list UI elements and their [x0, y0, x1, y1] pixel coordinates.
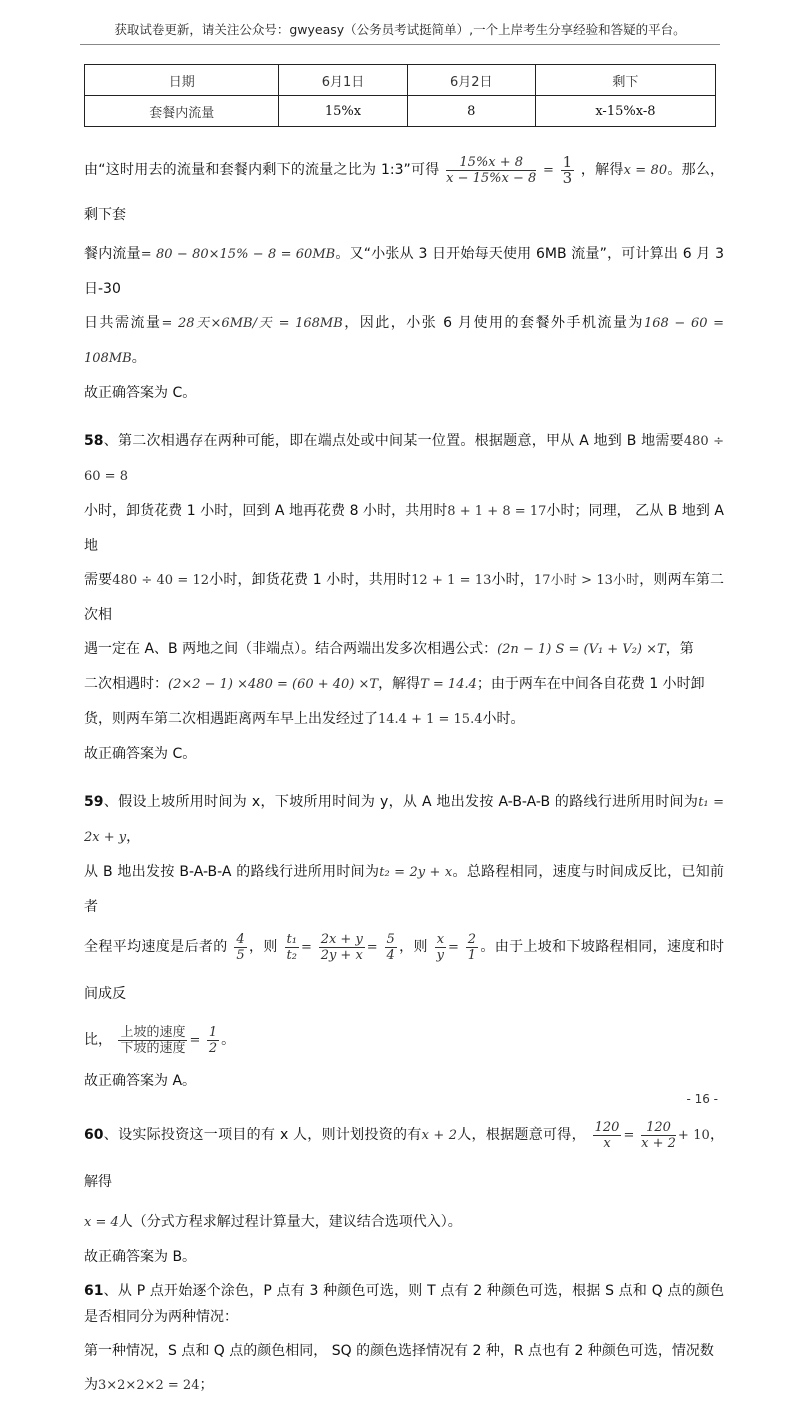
- q57-answer: 故正确答案为 C。: [84, 385, 197, 401]
- header-rule: [80, 44, 720, 45]
- fraction: $\frac{4}{5}$: [236, 931, 245, 963]
- q60-answer: 故正确答案为 B。: [84, 1249, 197, 1265]
- fraction: $\frac{120}{x + 2}$: [641, 1119, 676, 1151]
- q59-line-3: 全程平均速度是后者的 $\frac{4}{5}$ ，则 $\frac{\text{t₁}}{\text{t₂}}$ = $\frac{2x + y}{2y + x}$ = $\frac{5}{4}$ ，则 $\frac{x}{y}$ = $\frac{2}{1}$ 。由于上坡和下坡路程相同，速度和时间成反: [84, 931, 725, 1002]
- q58-answer: 故正确答案为 C。: [84, 746, 197, 762]
- question-number: 58: [84, 433, 104, 449]
- question-number: 60: [84, 1127, 104, 1143]
- q57-line-1: 由“这时用去的流量和套餐内剩下的流量之比为 1:3”可得 $\frac{15\%x + 8}{x - 15\%x - 8}$ = $\frac{1}{3}$ ，解得x = 80。那么，剩下套: [84, 152, 725, 223]
- fraction: $\frac{120}{x}$: [594, 1119, 620, 1151]
- q58-line-3: 需要480 ÷ 40 = 12小时，卸货花费 1 小时，共用时12 + 1 = 13小时，17小时 > 13小时，则两车第二次相: [84, 572, 724, 623]
- q58-line-6: 货，则两车第二次相遇距离两车早上出发经过了14.4 + 1 = 15.4小时。: [84, 711, 525, 727]
- table-header-cell: 6月2日: [407, 65, 535, 96]
- fraction: $\frac{2x + y}{2y + x}$: [320, 931, 363, 963]
- fraction: $\frac{5}{4}$: [386, 931, 395, 963]
- q60-line-2: x = 4人（分式方程求解过程计算量大，建议结合选项代入）。: [84, 1214, 462, 1230]
- solution-content: [84, 148, 724, 1403]
- question-number: 59: [84, 794, 104, 810]
- fraction: 上坡的速度 下坡的速度: [120, 1024, 186, 1056]
- table-header-cell: 日期: [85, 65, 279, 96]
- table-header-row: [85, 65, 716, 96]
- fraction: $\frac{x}{y}$: [436, 931, 445, 963]
- page-header: 获取试卷更新，请关注公众号：gwyeasy（公务员考试挺简单）,一个上岸考生分享经验和答疑的平台。: [114, 22, 686, 37]
- q59-line-1: 59、假设上坡所用时间为 x，下坡所用时间为 y，从 A 地出发按 A-B-A-B 的路线行进所用时间为t₁ = 2x + y，: [84, 794, 724, 845]
- q58-line-2: 小时，卸货花费 1 小时，回到 A 地再花费 8 小时，共用时8 + 1 + 8 = 17小时；同理， 乙从 B 地到 A 地: [84, 503, 725, 554]
- fraction: $\frac{2}{1}$: [467, 931, 477, 963]
- q58-line-5: 二次相遇时：(2×2 − 1) ×480 = (60 + 40) ×T，解得T = 14.4；由于两车在中间各自花费 1 小时卸: [84, 676, 705, 692]
- q59-answer: 故正确答案为 A。: [84, 1073, 197, 1089]
- q57-line-3: 日共需流量= 28天×6MB/天 = 168MB，因此，小张 6 月使用的套餐外手机流量为168 − 60 = 108MB。: [84, 315, 725, 366]
- q58-line-1: 58、第二次相遇存在两种可能，即在端点处或中间某一位置。根据题意，甲从 A 地到 B 地需要480 ÷ 60 = 8: [84, 433, 724, 484]
- question-number: 61: [84, 1283, 104, 1299]
- fraction: $\frac{1}{3}$: [562, 152, 573, 187]
- q61-line-3: 为3×2×2×2 = 24；: [84, 1377, 214, 1393]
- table-header-cell: 6月1日: [279, 65, 407, 96]
- page-number: - 16 -: [686, 1092, 718, 1106]
- q59-line-2: 从 B 地出发按 B-A-B-A 的路线行进所用时间为t₂ = 2y + x。总路程相同，速度与时间成反比，已知前者: [84, 864, 724, 915]
- table-header-cell: 剩下: [535, 65, 715, 96]
- q61-line-2: 第一种情况，S 点和 Q 点的颜色相同， SQ 的颜色选择情况有 2 种，R 点也有 2 种颜色可选，情况数: [84, 1343, 714, 1359]
- traffic-table: [84, 64, 716, 127]
- q59-line-4: 比， 上坡的速度 下坡的速度 = $\frac{1}{2}$ 。: [84, 1024, 236, 1056]
- table-cell: 8: [407, 96, 535, 127]
- table-row-label: 套餐内流量: [85, 96, 279, 127]
- q58-line-4: 遇一定在 A、B 两地之间（非端点）。结合两端出发多次相遇公式：(2n − 1) S = (V₁ + V₂) ×T，第: [84, 641, 694, 657]
- table-cell: 15%x: [279, 96, 407, 127]
- fraction: $\frac{15\%x + 8}{x - 15\%x - 8}$: [446, 154, 537, 186]
- q60-line-1: 60、设实际投资这一项目的有 x 人，则计划投资的有x + 2人，根据题意可得， $\frac{120}{x}$ = $\frac{120}{x + 2}$ + 10，解得: [84, 1119, 725, 1190]
- table-cell: x-15%x-8: [535, 96, 715, 127]
- q57-line-2: 餐内流量= 80 − 80×15% − 8 = 60MB。又“小张从 3 日开始每天使用 6MB 流量”，可计算出 6 月 3 日-30: [84, 246, 725, 297]
- fraction: $\frac{1}{2}$: [208, 1024, 218, 1056]
- table-row: [85, 96, 716, 127]
- fraction: $\frac{\text{t₁}}{\text{t₂}}$: [286, 931, 297, 963]
- q61-line-1: 61、从 P 点开始逐个涂色，P 点有 3 种颜色可选，则 T 点有 2 种颜色可选，根据 S 点和 Q 点的颜色是否相同分为两种情况：: [84, 1283, 724, 1325]
